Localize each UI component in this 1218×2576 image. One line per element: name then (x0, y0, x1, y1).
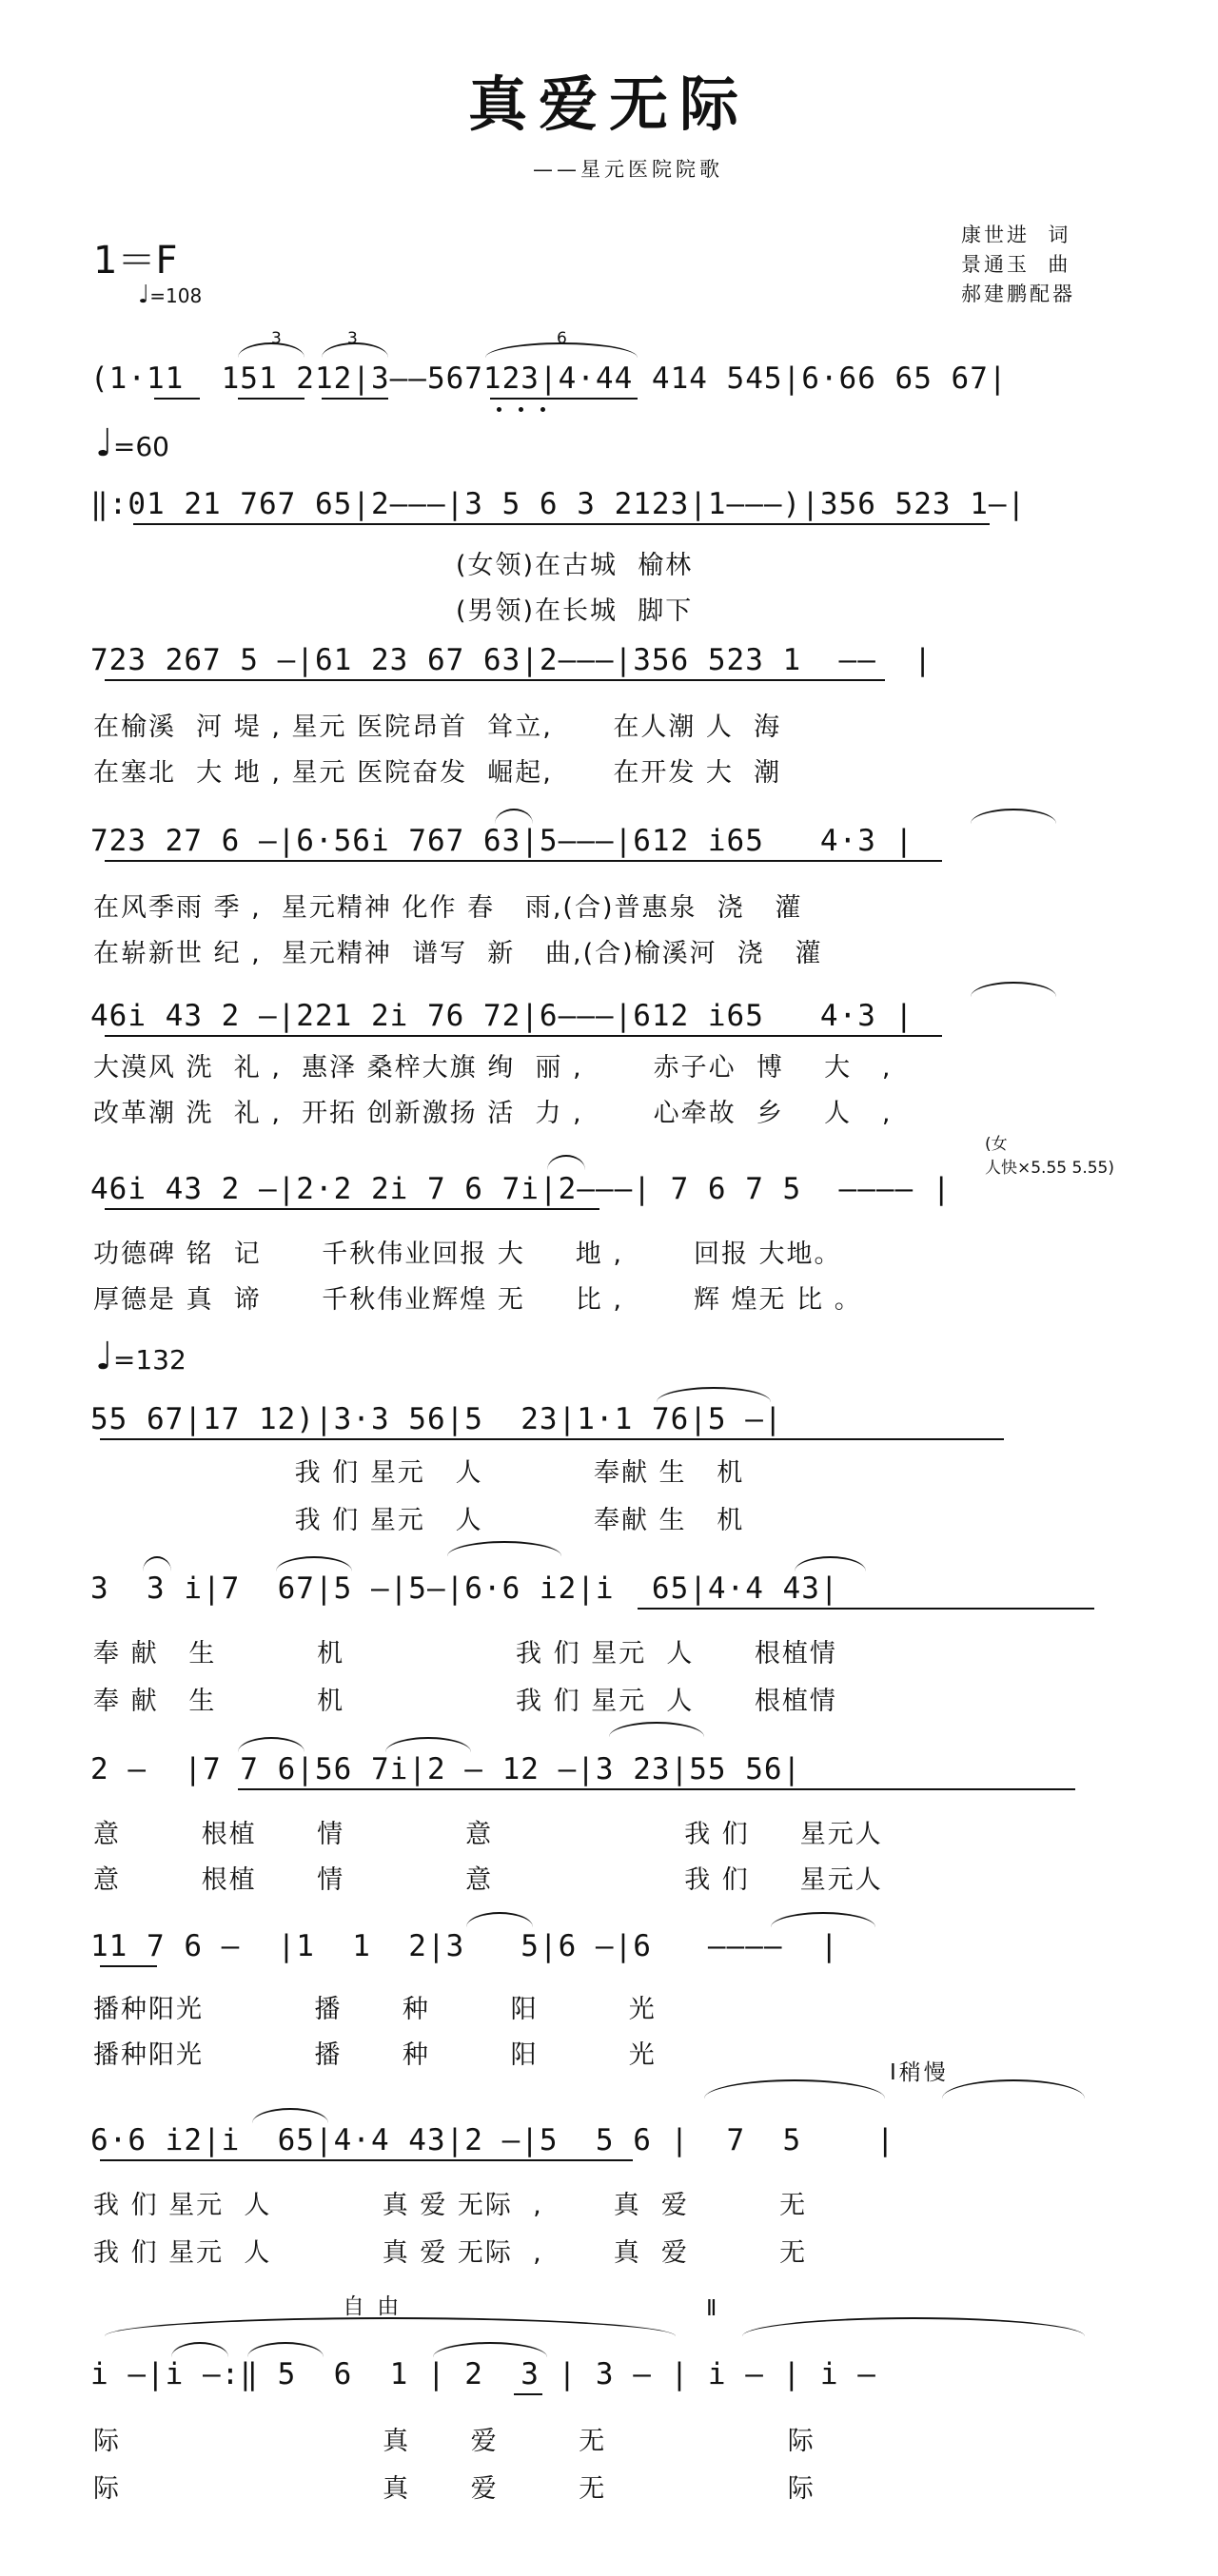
notation-system-8: 3 3 i|7 67|5 —|5—|6·6 i2|i 65|4·4 43| (90, 1571, 839, 1606)
lyric-line: 奉 献 生 机 我 们 星元 人 根植情 (93, 1687, 837, 1716)
lyric-line: 播种阳光 播 种 阳 光 (93, 2040, 657, 2070)
credit-composer: 景通玉 曲 (961, 253, 1071, 276)
tempo-132-value: =132 (112, 1344, 187, 1376)
free-tempo-mark: 自 由 (343, 2294, 403, 2319)
notation-system-6: 46i 43 2 —|2·2 2i 7 6 7i|2———| 7 6 7 5 ———— | (90, 1172, 952, 1206)
credits (961, 221, 1075, 309)
beam (322, 398, 388, 400)
slur (657, 1387, 771, 1402)
lyric-line: 厚德是 真 谛 千秋伟业辉煌 无 比 , 辉 煌无 比 。 (93, 1285, 862, 1315)
quarter-note-icon: ♩ (95, 421, 113, 465)
slur (276, 1556, 352, 1571)
slur (547, 1155, 585, 1170)
lyric-line: 际 真 爱 无 际 (93, 2474, 815, 2504)
lyric-line: 我 们 星元 人 奉献 生 机 (93, 1506, 745, 1535)
tempo-60 (95, 421, 169, 465)
tuplet-mark-c: 6 (557, 329, 567, 348)
tuplet-mark-a: 3 (271, 329, 282, 348)
bracket-slur (105, 2317, 676, 2336)
beam (100, 2159, 633, 2161)
notation-system-2: ‖:01 21 767 65|2———|3 5 6 3 2123|1———)|356 523 1—| (90, 487, 1027, 521)
lyric-line: 播种阳光 播 种 阳 光 (93, 1995, 657, 2024)
slur (238, 342, 304, 358)
beam (490, 398, 638, 400)
slur (795, 1556, 866, 1571)
beam (154, 398, 200, 400)
beam (133, 523, 990, 525)
notation-system-3: 723 267 5 —|61 23 67 63|2———|356 523 1 —— | (90, 643, 933, 677)
slur (466, 1912, 533, 1927)
slur (971, 982, 1056, 997)
lyric-line: 我 们 星元 人 奉献 生 机 (93, 1458, 745, 1488)
beam (638, 1608, 1094, 1610)
slur (771, 1912, 875, 1927)
slur (143, 1556, 171, 1571)
notation-system-9: 2 — |7 7 6|56 7i|2 — 12 —|3 23|55 56| (90, 1752, 802, 1786)
slur (238, 1737, 304, 1752)
lyric-line: 在风季雨 季 , 星元精神 化作 春 雨,(合)普惠泉 浇 灌 (93, 893, 803, 923)
quarter-note-icon: ♩ (95, 1335, 113, 1378)
beam (514, 2393, 542, 2395)
notation-system-7: 55 67|17 12)|3·3 56|5 23|1·1 76|5 —| (90, 1402, 783, 1436)
second-ending-mark: Ⅱ (706, 2296, 720, 2321)
slur (252, 2108, 328, 2123)
beam (105, 1208, 599, 1210)
beam (100, 1965, 157, 1967)
slur (609, 1722, 704, 1737)
beam (105, 860, 942, 862)
slur (385, 1737, 471, 1752)
lyric-line: (女领)在古城 榆林 (93, 551, 694, 580)
lyric-line: 我 们 星元 人 真 爱 无际 , 真 爱 无 (93, 2238, 808, 2268)
beam (105, 1035, 942, 1037)
bracket-slur (742, 2317, 1085, 2336)
tempo-initial (138, 281, 202, 309)
tempo-132 (95, 1337, 187, 1376)
lyric-line: 在塞北 大 地 , 星元 医院奋发 崛起, 在开发 大 潮 (93, 758, 782, 788)
lyric-line: 大漠风 洗 礼 , 惠泽 桑梓大旗 绚 丽 , 赤子心 博 大 , (93, 1053, 893, 1083)
lyric-line: (男领)在长城 脚下 (93, 596, 694, 626)
lyric-line: 我 们 星元 人 真 爱 无际 , 真 爱 无 (93, 2191, 808, 2220)
lyric-line: 际 真 爱 无 际 (93, 2427, 815, 2456)
slur (247, 2342, 324, 2357)
slur (971, 809, 1056, 824)
notation-system-12: i —|i —:‖ 5 6 1 | 2 3 | 3 — | i — | i — (90, 2357, 876, 2391)
slur (322, 342, 388, 358)
beam (105, 679, 885, 681)
octave-dot (540, 407, 545, 412)
performance-annotation: (女 人快×5.55 5.55) (985, 1135, 1114, 1178)
slur (485, 342, 638, 358)
quarter-note-icon: ♩ (138, 281, 150, 309)
beam (238, 1788, 1075, 1790)
notation-system-11: 6·6 i2|i 65|4·4 43|2 —|5 5 6 | 7 5 | (90, 2123, 895, 2157)
lyric-line: 意 根植 情 意 我 们 星元人 (93, 1865, 883, 1895)
song-title: 真爱无际 (467, 69, 750, 139)
notation-system-5: 46i 43 2 —|221 2i 76 72|6———|612 i65 4·3 | (90, 999, 914, 1033)
lyric-line: 奉 献 生 机 我 们 星元 人 根植情 (93, 1639, 837, 1669)
lyric-line: 功德碑 铭 记 千秋伟业回报 大 地 , 回报 大地。 (93, 1239, 842, 1269)
tempo-60-value: =60 (112, 431, 169, 462)
lyric-line: 意 根植 情 意 我 们 星元人 (93, 1820, 883, 1849)
octave-dot (497, 407, 501, 412)
beam (238, 398, 304, 400)
tuplet-mark-b: 3 (347, 329, 358, 348)
notation-system-1: (1·11 151 212|3——567123|4·44 414 545|6·66 65 67| (90, 361, 1008, 396)
beam (100, 1438, 1004, 1440)
slur (171, 2342, 228, 2357)
slur (495, 809, 533, 824)
song-subtitle: ——星元医院院歌 (533, 158, 723, 181)
slower-mark: Ⅰ稍慢 (890, 2060, 949, 2085)
credit-arranger: 郝建鹏配器 (961, 283, 1075, 305)
credit-lyricist: 康世进 词 (961, 224, 1071, 246)
notation-system-10: 11 7 6 — |1 1 2|3 5|6 —|6 ———— | (90, 1929, 839, 1963)
notation-system-4: 723 27 6 —|6·56i 767 63|5———|612 i65 4·3 | (90, 824, 914, 858)
lyric-line: 在榆溪 河 堤 , 星元 医院昂首 耸立, 在人潮 人 海 (93, 712, 782, 742)
bracket-slur (942, 2079, 1085, 2098)
tempo-initial-value: =108 (149, 284, 203, 307)
lyric-line: 在崭新世 纪 , 星元精神 谱写 新 曲,(合)榆溪河 浇 灌 (93, 939, 823, 968)
key-signature: 1＝F (93, 239, 178, 283)
octave-dot (519, 407, 523, 412)
slur (433, 2342, 547, 2357)
bracket-slur (704, 2079, 885, 2098)
slur (447, 1541, 561, 1556)
lyric-line: 改革潮 洗 礼 , 开拓 创新激扬 活 力 , 心牵故 乡 人 , (93, 1099, 893, 1128)
